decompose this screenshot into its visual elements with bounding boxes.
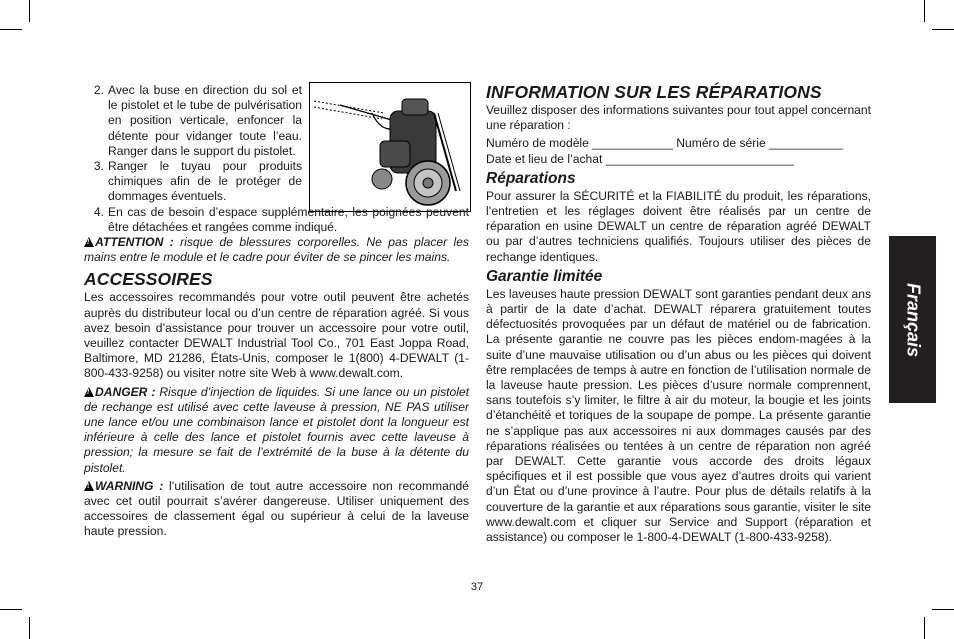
attention-text: risque de blessures corporelles. Ne pas placer les mains entre le module et le cadre pour éviter de se pincer les mains. <box>84 235 469 265</box>
list-text: Avec la buse en direction du sol et le pistolet et le tube de pulvérisation en position verticale, enfoncer la détente pour vidanger toute l’eau. Ranger dans le support du pistolet. <box>108 83 302 158</box>
right-column <box>486 82 871 545</box>
list-number: 2. <box>93 83 104 97</box>
garantie-text: Les laveuses haute pression DEWALT sont garanties pendant deux ans à partir de la date d’achat. DEWALT réparera gratuitement toutes défectuosités provoquées par un défaut de matériel ou de fabrication. La présente garantie ne couvre pas les pièces endom-magées à la suite d’une mauvaise utilisation ou d’un abus ou les pièces qui doivent être remplacées de temps à autre en fonction de l’utilisation normale de la laveuse haute pression. Les pièces d’usure normale comprennent, sans toutefois s’y limiter, le filtre à air du moteur, la bougie et les joints d’étanchéité et toriques de la soupape de pompe. La présente garantie ne s’applique pas aux accessoires ni aux dommages causés par des réparations réalisées ou tentées à un centre de réparation non agréé par DEWALT. Cette garantie vous accorde des droits légaux spécifiques et il est possible que vous ayez d’autres droits qui varient d’un État ou d’une province à l’autre. Pour plus de détails relatifs à la couverture de la garantie et aux réparations sous garantie, visiter le site www.dewalt.com et cliquer sur Service and Support (réparation et assistance) ou composer le 1-800-4-DEWALT (1-800-433-9258). <box>486 286 871 545</box>
list-text: Ranger le tuyau pour produits chimiques afin de le protéger de dommages éventuels. <box>108 159 302 204</box>
info-heading: INFORMATION SUR LES RÉPARATIONS <box>486 82 822 102</box>
crop-mark <box>0 29 22 30</box>
crop-mark <box>0 609 22 610</box>
garantie-heading: Garantie limitée <box>486 267 603 285</box>
list-number: 4. <box>93 204 104 219</box>
warning-triangle-icon <box>84 481 94 491</box>
warning-note <box>84 479 469 540</box>
info-text: Veuillez disposer des informations suivantes pour tout appel concernant une réparation : <box>486 103 871 133</box>
crop-mark <box>29 617 30 639</box>
list-text: En cas de besoin d’espace supplémentaire, les poignées peuvent être détachées et rangées comme indiqué. <box>108 204 469 234</box>
steps-list <box>84 83 302 205</box>
language-tab-label: Français <box>903 282 923 357</box>
danger-note <box>84 385 469 476</box>
warning-text: l’utilisation de tout autre accessoire non recommandé avec cet outil pourrait s’avérer dangereuse. Utiliser uniquement des accessoires de classement égal ou supérieur à celui de la laveuse haute pression. <box>84 478 469 539</box>
crop-mark <box>924 0 925 22</box>
model-serial-line: Numéro de modèle ____________ Numéro de série ___________ <box>486 136 844 151</box>
danger-label: DANGER : <box>95 384 156 399</box>
accessoires-heading: ACCESSOIRES <box>84 269 213 290</box>
attention-note <box>84 235 469 265</box>
danger-text: Risque d’injection de liquides. Si une lance ou un pistolet de rechange est utilisé avec cette laveuse à pression, NE PAS utiliser une lance et/ou une combinaison lance et pistolet dont la longueur est inférieure à celle des lance et pistolet fournis avec cette laveuse à pression; la mesure se fait de l’extrémité de la buse à la détente du pistolet. <box>84 384 469 475</box>
warning-triangle-icon <box>84 387 94 397</box>
list-item <box>84 159 302 205</box>
warning-triangle-icon <box>84 237 94 247</box>
purchase-date-line: Date et lieu de l’achat ____________________________ <box>486 151 794 166</box>
list-item <box>84 205 469 235</box>
attention-label: ATTENTION : <box>95 235 174 250</box>
reparations-text: Pour assurer la SÉCURITÉ et la FIABILITÉ du produit, les réparations, l’entretien et les réglages doivent être réalisés par un centre de réparation en usine DEWALT un centre de réparation agréé DEWALT ou par d’autres techniciens qualifiés. Toujours utiliser des pièces de rechange identiques. <box>486 188 871 264</box>
crop-mark <box>924 617 925 639</box>
crop-mark <box>932 609 954 610</box>
crop-mark <box>932 29 954 30</box>
left-column <box>84 83 469 540</box>
reparations-heading: Réparations <box>486 169 576 187</box>
accessoires-text: Les accessoires recommandés pour votre outil peuvent être achetés auprès du distributeur local ou d’un centre de réparation agréé. Si vous avez besoin d’assistance pour trouver un accessoire pour votre outil, veuillez contacter DEWALT Industrial Tool Co., 701 East Joppa Road, Baltimore, MD 21286, États-Unis, composer le 1(800) 4-DEWALT (1-800-433-9258) ou visiter notre site Web à www.dewalt.com. <box>84 290 469 381</box>
crop-mark <box>29 0 30 22</box>
page-number: 37 <box>470 581 484 593</box>
warning-label: WARNING : <box>95 478 164 493</box>
list-number: 3. <box>93 159 104 174</box>
language-tab <box>889 236 936 403</box>
list-item <box>84 83 302 159</box>
